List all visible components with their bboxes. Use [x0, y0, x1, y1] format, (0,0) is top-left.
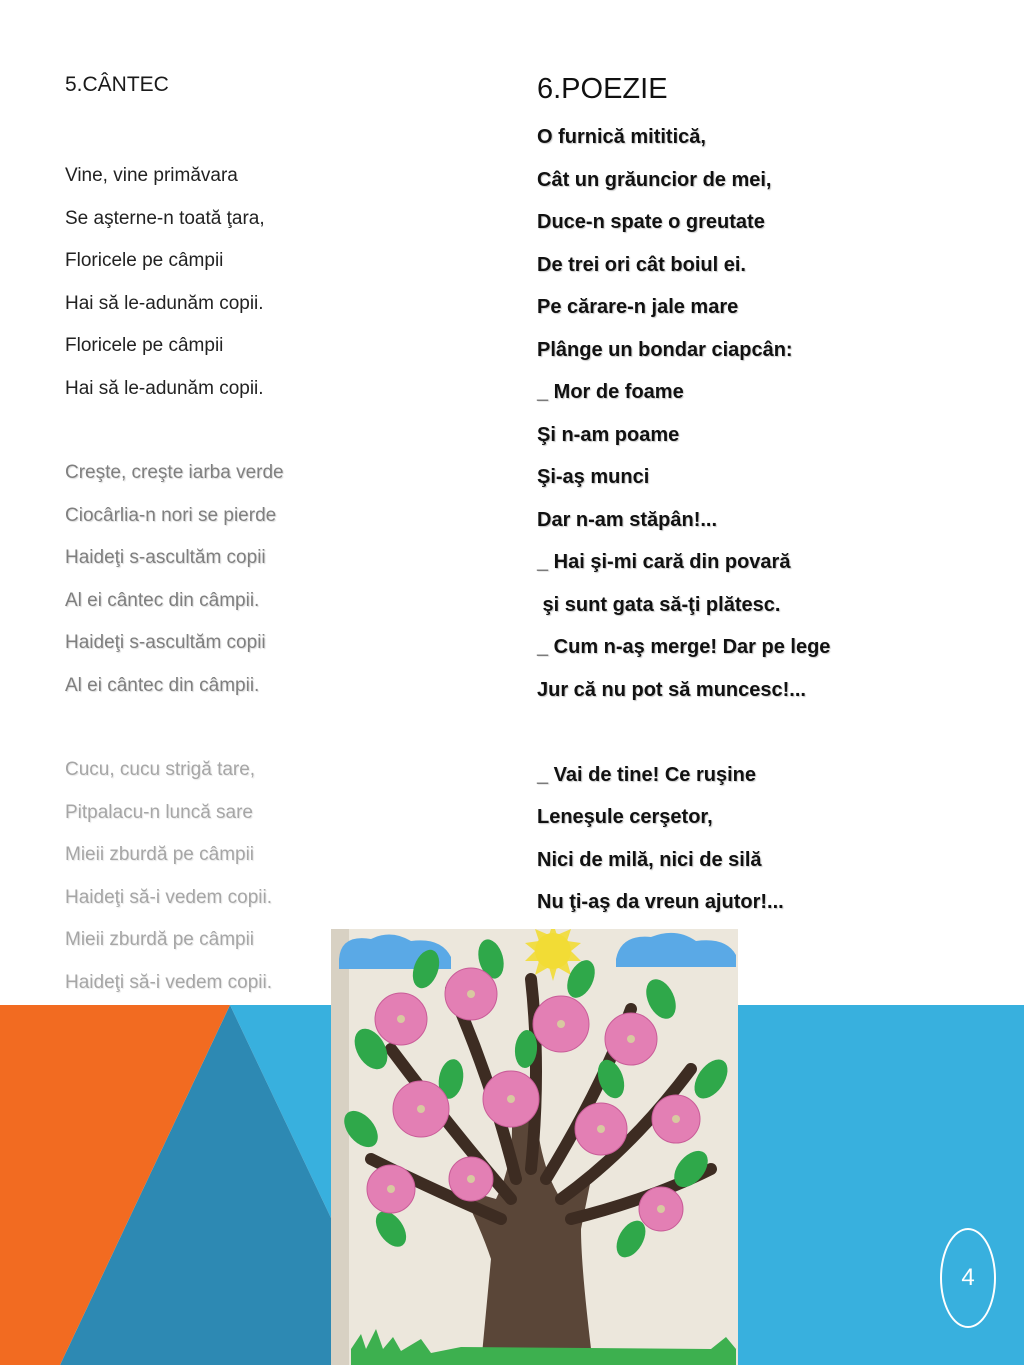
poem-line: Şi n-am poame	[537, 423, 680, 446]
poem-line: Nici de milă, nici de silă	[537, 848, 762, 871]
poem-lines	[537, 116, 977, 924]
song-line: Hai să le-adunăm copii.	[65, 377, 264, 399]
song-line: Haideţi s-ascultăm copii	[65, 547, 266, 568]
song-line: Mieii zburdă pe câmpii	[65, 844, 255, 865]
poem-line: _ Cum n-aş merge! Dar pe lege	[537, 636, 831, 658]
song-line: Al ei cântec din câmpii.	[65, 589, 260, 611]
poem-line: Jur că nu pot să muncesc!...	[537, 678, 806, 701]
poem-line: Şi-aş munci	[537, 466, 650, 488]
song-column	[65, 70, 485, 1004]
song-line: Ciocârlia-n nori se pierde	[65, 504, 277, 526]
song-line: Haideţi să-i vedem copii.	[65, 971, 272, 993]
poem-title: 6.POEZIE	[537, 73, 668, 105]
song-line: Vine, vine primăvara	[65, 165, 238, 186]
song-line: Pitpalacu-n luncă sare	[65, 801, 253, 823]
poem-line: De trei ori cât boiul ei.	[537, 253, 746, 276]
poem-line: _ Hai şi-mi cară din povară	[537, 551, 791, 573]
song-line: Al ei cântec din câmpii.	[65, 674, 260, 696]
song-stanza	[65, 452, 485, 707]
poem-blank-line	[537, 711, 977, 754]
page-number-badge: 4	[940, 1228, 996, 1328]
song-line: Hai să le-adunăm copii.	[65, 292, 264, 314]
song-stanza	[65, 155, 485, 410]
poem-line: Leneşule cerşetor,	[537, 806, 713, 828]
poem-column	[537, 70, 977, 924]
song-line: Creşte, creşte iarba verde	[65, 462, 284, 483]
song-title: 5.CÂNTEC	[65, 73, 169, 96]
poem-line: Plânge un bondar ciapcân:	[537, 338, 793, 361]
song-line: Se aşterne-n toată ţara,	[65, 207, 265, 229]
song-line: Haideţi să-i vedem copii.	[65, 886, 272, 908]
song-line: Floricele pe câmpii	[65, 335, 224, 356]
poem-line: şi sunt gata să-ţi plătesc.	[537, 593, 781, 616]
photo-left-shadow	[331, 929, 349, 1365]
poem-line: Pe cărare-n jale mare	[537, 296, 739, 318]
poem-line: _ Vai de tine! Ce ruşine	[537, 763, 756, 786]
poem-line: O furnică mititică,	[537, 126, 706, 148]
poem-line: Nu ţi-aş da vreun ajutor!...	[537, 891, 784, 913]
poem-line: _ Mor de foame	[537, 381, 684, 403]
song-line: Haideţi s-ascultăm copii	[65, 632, 266, 653]
song-line: Mieii zburdă pe câmpii	[65, 929, 255, 950]
poem-line: Duce-n spate o greutate	[537, 211, 765, 233]
song-line: Floricele pe câmpii	[65, 250, 224, 271]
spring-tree-craft-photo	[331, 929, 738, 1365]
song-line: Cucu, cucu strigă tare,	[65, 759, 256, 780]
poem-line: Cât un grăuncior de mei,	[537, 168, 772, 191]
poem-line: Dar n-am stăpân!...	[537, 508, 718, 531]
